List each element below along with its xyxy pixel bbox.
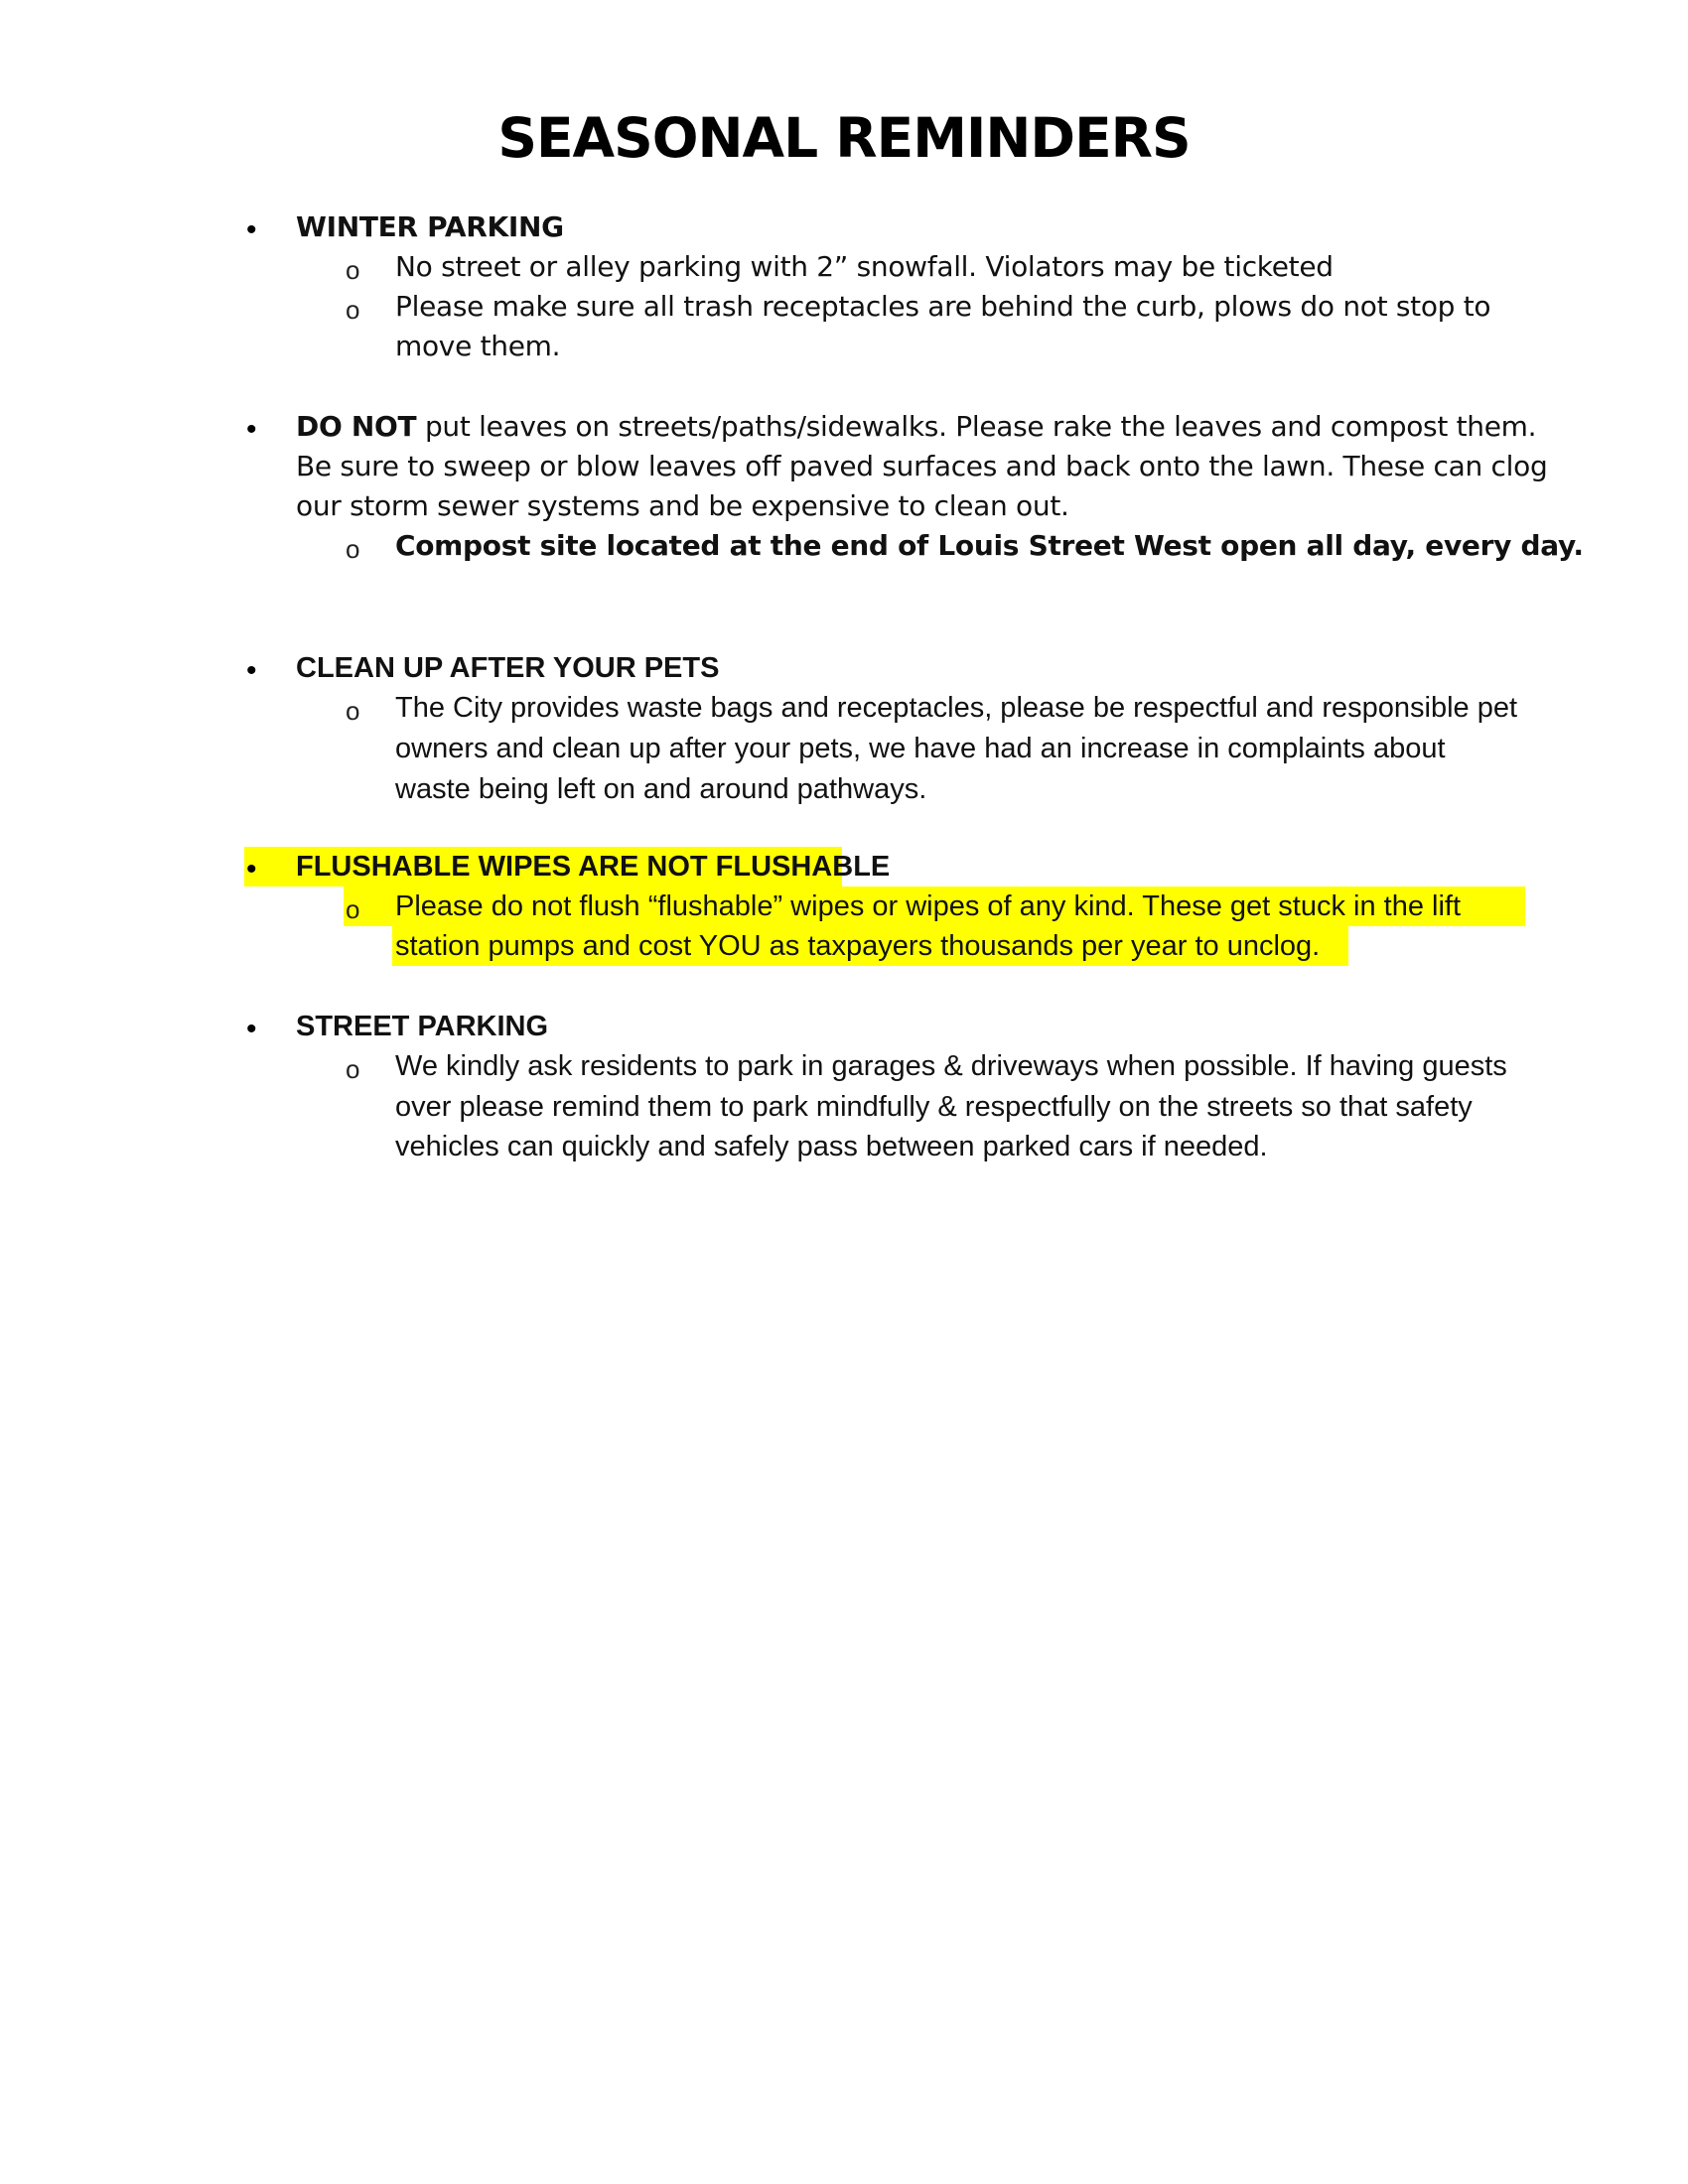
list-item-continuation: owners and clean up after your pets, we have had an increase in complaints about <box>395 733 1446 764</box>
list-item-continuation: vehicles can quickly and safely pass between parked cars if needed. <box>395 1131 1268 1162</box>
list-item-continuation: over please remind them to park mindfully & respectfully on the streets so that safety <box>395 1091 1473 1123</box>
sub-bullet: o <box>346 534 360 564</box>
bullet: • <box>246 654 257 687</box>
sub-bullet: o <box>346 295 360 325</box>
list-item-continuation: waste being left on and around pathways. <box>395 773 927 805</box>
paragraph-line: Be sure to sweep or blow leaves off paved surfaces and back onto the lawn. These can clog <box>296 450 1548 482</box>
list-item: No street or alley parking with 2” snowfall. Violators may be ticketed <box>395 250 1334 283</box>
sub-bullet: o <box>346 1054 360 1084</box>
bullet: • <box>246 413 257 446</box>
sub-bullet: o <box>346 894 360 924</box>
bullet: • <box>246 213 257 246</box>
section-heading: WINTER PARKING <box>296 210 564 243</box>
bullet: • <box>246 853 257 886</box>
page-title: SEASONAL REMINDERS <box>497 106 1191 170</box>
list-item-continuation: station pumps and cost YOU as taxpayers thousands per year to unclog. <box>395 930 1321 962</box>
section-heading: STREET PARKING <box>296 1011 549 1042</box>
list-item: Please make sure all trash receptacles are behind the curb, plows do not stop to <box>395 290 1491 323</box>
sub-bullet: o <box>346 255 360 285</box>
paragraph-line: our storm sewer systems and be expensive to clean out. <box>296 489 1069 522</box>
list-item: Please do not flush “flushable” wipes or wipes of any kind. These get stuck in the lift <box>395 890 1462 922</box>
list-item: The City provides waste bags and receptacles, please be respectful and responsible pet <box>395 692 1518 724</box>
emphasis: DO NOT <box>296 410 417 443</box>
section-heading: CLEAN UP AFTER YOUR PETS <box>296 652 720 684</box>
section-heading: FLUSHABLE WIPES ARE NOT FLUSHABLE <box>296 851 891 883</box>
paragraph-text: put leaves on streets/paths/sidewalks. Please rake the leaves and compost them. <box>416 410 1537 443</box>
list-item-continuation: move them. <box>395 330 561 362</box>
paragraph-line <box>296 407 1536 448</box>
sub-bullet: o <box>346 696 360 726</box>
list-item: We kindly ask residents to park in garages & driveways when possible. If having guests <box>395 1050 1507 1082</box>
bullet: • <box>246 1013 257 1045</box>
compost-site-note: Compost site located at the end of Louis Street West open all day, every day. <box>395 529 1584 562</box>
